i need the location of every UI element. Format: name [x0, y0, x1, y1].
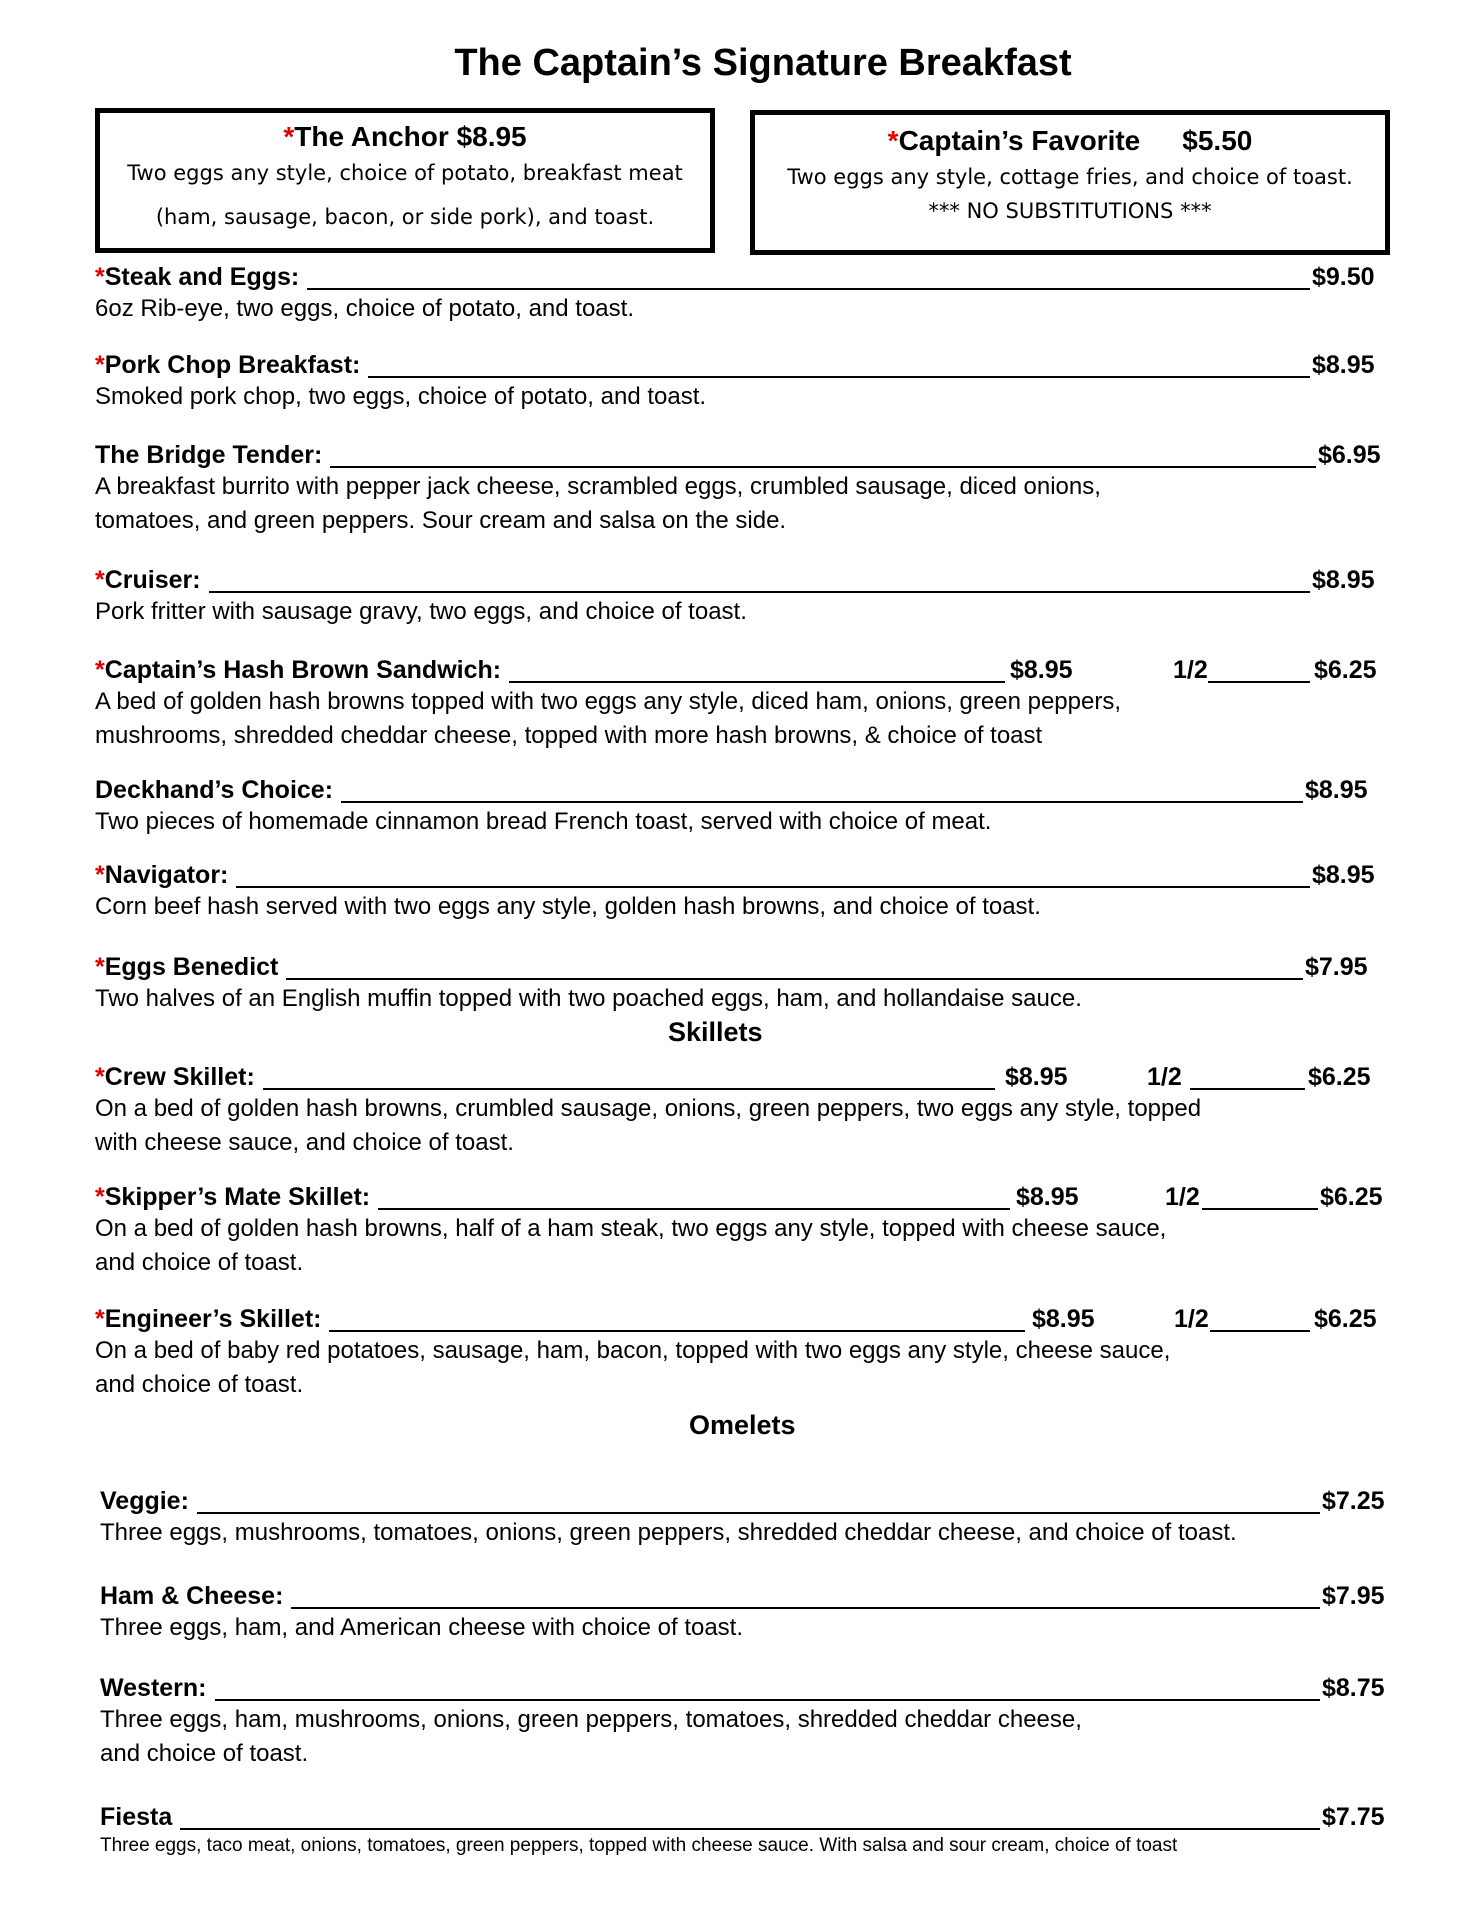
star-marker: *	[95, 351, 105, 379]
menu-item-row	[100, 1673, 1385, 1703]
half-portion-label: 1/2	[1173, 656, 1208, 684]
menu-item-price: $7.75	[1322, 1803, 1385, 1831]
menu-item-row	[95, 952, 1368, 982]
menu-item-name: *Pork Chop Breakfast:	[95, 351, 361, 379]
menu-item-the-bridge-tender	[95, 440, 1381, 538]
half-portion-price: $6.25	[1314, 1305, 1377, 1333]
skillets-heading: Skillets	[668, 1017, 763, 1047]
menu-item-description: Two pieces of homemade cinnamon bread French toast, served with choice of meat.	[95, 808, 992, 835]
menu-item-ham-cheese	[100, 1581, 1385, 1645]
menu-item-price: $8.95	[1032, 1305, 1095, 1333]
menu-item-description: On a bed of golden hash browns, half of a ham steak, two eggs any style, topped with cheese sauce,	[95, 1215, 1167, 1242]
menu-item-description: A bed of golden hash browns topped with two eggs any style, diced ham, onions, green peppers,	[95, 688, 1121, 715]
star-marker: *	[95, 566, 105, 594]
menu-item-row	[95, 860, 1375, 890]
menu-item-cruiser	[95, 565, 1375, 629]
menu-item-name: Western:	[100, 1674, 207, 1702]
menu-item-description: Three eggs, taco meat, onions, tomatoes, green peppers, topped with cheese sauce. With salsa and sour cream, choice of toast	[100, 1835, 1178, 1856]
menu-item-description: Pork fritter with sausage gravy, two eggs, and choice of toast.	[95, 598, 747, 625]
menu-item-veggie	[100, 1486, 1385, 1550]
star-marker: *	[95, 953, 105, 981]
page-title: The Captain’s Signature Breakfast	[454, 42, 1072, 84]
menu-item-description: and choice of toast.	[95, 1249, 304, 1276]
menu-item-name: *Steak and Eggs:	[95, 263, 300, 291]
anchor-desc-line1: Two eggs any style, choice of potato, breakfast meat	[127, 161, 683, 185]
menu-item-row	[100, 1486, 1385, 1516]
omelets-heading: Omelets	[689, 1410, 796, 1440]
half-portion-label: 1/2	[1165, 1183, 1200, 1211]
favorite-price: $5.50	[1182, 125, 1253, 156]
menu-item-description: Three eggs, ham, mushrooms, onions, green peppers, tomatoes, shredded cheddar cheese,	[100, 1706, 1082, 1733]
half-portion-price: $6.25	[1308, 1063, 1371, 1091]
leader-line	[368, 376, 1310, 378]
favorite-desc-line2: *** NO SUBSTITUTIONS ***	[928, 199, 1212, 223]
favorite-heading: *Captain’s Favorite $5.50	[887, 125, 1253, 156]
menu-item-price: $8.95	[1005, 1063, 1068, 1091]
menu-item-price: $8.95	[1016, 1183, 1079, 1211]
menu-item-crew-skillet	[95, 1062, 1371, 1160]
menu-item-description: and choice of toast.	[95, 1371, 304, 1398]
leader-line	[291, 1607, 1320, 1609]
menu-item-price: $8.95	[1312, 351, 1375, 379]
menu-item-price: $8.95	[1010, 656, 1073, 684]
menu-item-description: with cheese sauce, and choice of toast.	[95, 1129, 514, 1156]
menu-item-price: $9.50	[1312, 263, 1375, 291]
menu-item-western	[100, 1673, 1385, 1771]
menu-item-row	[100, 1802, 1385, 1832]
menu-item-row	[95, 350, 1375, 380]
menu-item-eggs-benedict	[95, 952, 1368, 1016]
anchor-desc-line2: (ham, sausage, bacon, or side pork), and toast.	[155, 205, 655, 229]
star-marker: *	[95, 861, 105, 889]
menu-item-name: Fiesta	[100, 1803, 173, 1831]
menu-item-description: and choice of toast.	[100, 1740, 309, 1767]
leader-line	[341, 801, 1303, 803]
menu-item-name: Deckhand’s Choice:	[95, 776, 334, 804]
leader-line	[180, 1828, 1320, 1830]
menu-item-name: The Bridge Tender:	[95, 441, 323, 469]
menu-item-row	[95, 655, 1377, 685]
menu-item-pork-chop-breakfast	[95, 350, 1375, 414]
menu-item-description: Corn beef hash served with two eggs any style, golden hash browns, and choice of toast.	[95, 893, 1041, 920]
leader-line	[329, 1330, 1025, 1332]
menu-item-name: Veggie:	[100, 1487, 189, 1515]
menu-item-captain-s-hash-brown-sandwich	[95, 655, 1377, 753]
menu-item-name: *Cruiser:	[95, 566, 201, 594]
menu-item-row	[95, 775, 1368, 805]
anchor-heading: *The Anchor $8.95	[283, 121, 527, 152]
menu-item-row	[95, 1182, 1383, 1212]
half-portion-label: 1/2	[1147, 1063, 1182, 1091]
menu-item-name: *Navigator:	[95, 861, 229, 889]
menu-item-description: On a bed of golden hash browns, crumbled sausage, onions, green peppers, two eggs any style, topped	[95, 1095, 1202, 1122]
menu-item-description: Three eggs, mushrooms, tomatoes, onions, green peppers, shredded cheddar cheese, and choice of toast.	[100, 1519, 1237, 1546]
leader-line	[307, 288, 1310, 290]
leader-line	[236, 886, 1310, 888]
menu-item-deckhand-s-choice	[95, 775, 1368, 839]
leader-line	[509, 681, 1005, 683]
leader-line	[286, 978, 1303, 980]
star-marker: *	[95, 263, 105, 291]
half-leader-line	[1210, 1330, 1310, 1332]
leader-line	[209, 591, 1310, 593]
half-leader-line	[1208, 681, 1310, 683]
captains-favorite-box	[750, 110, 1390, 255]
menu-item-price: $8.75	[1322, 1674, 1385, 1702]
leader-line	[215, 1699, 1320, 1701]
menu-item-name: *Skipper’s Mate Skillet:	[95, 1183, 371, 1211]
leader-line	[263, 1088, 995, 1090]
menu-item-price: $7.25	[1322, 1487, 1385, 1515]
favorite-desc-line1: Two eggs any style, cottage fries, and choice of toast.	[787, 165, 1353, 189]
menu-item-price: $8.95	[1305, 776, 1368, 804]
menu-item-description: mushrooms, shredded cheddar cheese, topped with more hash browns, & choice of toast	[95, 722, 1043, 749]
leader-line	[197, 1512, 1320, 1514]
menu-item-name: *Captain’s Hash Brown Sandwich:	[95, 656, 502, 684]
star-marker: *	[95, 656, 105, 684]
menu-item-name: *Crew Skillet:	[95, 1063, 255, 1091]
leader-line	[330, 466, 1316, 468]
half-leader-line	[1190, 1088, 1305, 1090]
menu-item-description: Two halves of an English muffin topped with two poached eggs, ham, and hollandaise sauce.	[95, 985, 1082, 1012]
menu-item-description: Smoked pork chop, two eggs, choice of potato, and toast.	[95, 383, 707, 410]
menu-item-price: $7.95	[1305, 953, 1368, 981]
menu-item-row	[95, 1062, 1371, 1092]
menu-item-name: *Eggs Benedict	[95, 953, 279, 981]
menu-item-row	[95, 262, 1375, 292]
favorite-name: Captain’s Favorite	[898, 125, 1141, 156]
anchor-special-box	[95, 108, 715, 253]
star-marker: *	[95, 1063, 105, 1091]
menu-item-price: $8.95	[1312, 861, 1375, 889]
menu-item-row	[100, 1581, 1385, 1611]
anchor-name: The Anchor $8.95	[294, 121, 527, 152]
star-marker: *	[95, 1305, 105, 1333]
menu-item-description: 6oz Rib-eye, two eggs, choice of potato, and toast.	[95, 295, 634, 322]
menu-item-steak-and-eggs	[95, 262, 1375, 326]
menu-item-description: Three eggs, ham, and American cheese with choice of toast.	[100, 1614, 744, 1641]
menu-item-fiesta	[100, 1802, 1385, 1860]
menu-item-row	[95, 565, 1375, 595]
menu-item-price: $6.95	[1318, 441, 1381, 469]
half-portion-label: 1/2	[1174, 1305, 1209, 1333]
menu-item-row	[95, 440, 1381, 470]
star-marker: *	[95, 1183, 105, 1211]
menu-item-description: A breakfast burrito with pepper jack cheese, scrambled eggs, crumbled sausage, diced onions,	[95, 473, 1101, 500]
half-portion-price: $6.25	[1320, 1183, 1383, 1211]
menu-item-engineer-s-skillet	[95, 1304, 1377, 1402]
menu-item-name: Ham & Cheese:	[100, 1582, 284, 1610]
menu-item-description: On a bed of baby red potatoes, sausage, ham, bacon, topped with two eggs any style, cheese sauce,	[95, 1337, 1171, 1364]
menu-item-name: *Engineer’s Skillet:	[95, 1305, 322, 1333]
half-portion-price: $6.25	[1314, 656, 1377, 684]
menu-item-row	[95, 1304, 1377, 1334]
menu-item-navigator	[95, 860, 1375, 924]
menu-item-skipper-s-mate-skillet	[95, 1182, 1383, 1280]
menu-item-price: $7.95	[1322, 1582, 1385, 1610]
menu-item-description: tomatoes, and green peppers. Sour cream and salsa on the side.	[95, 507, 787, 534]
leader-line	[378, 1208, 1010, 1210]
menu-item-price: $8.95	[1312, 566, 1375, 594]
half-leader-line	[1202, 1208, 1318, 1210]
